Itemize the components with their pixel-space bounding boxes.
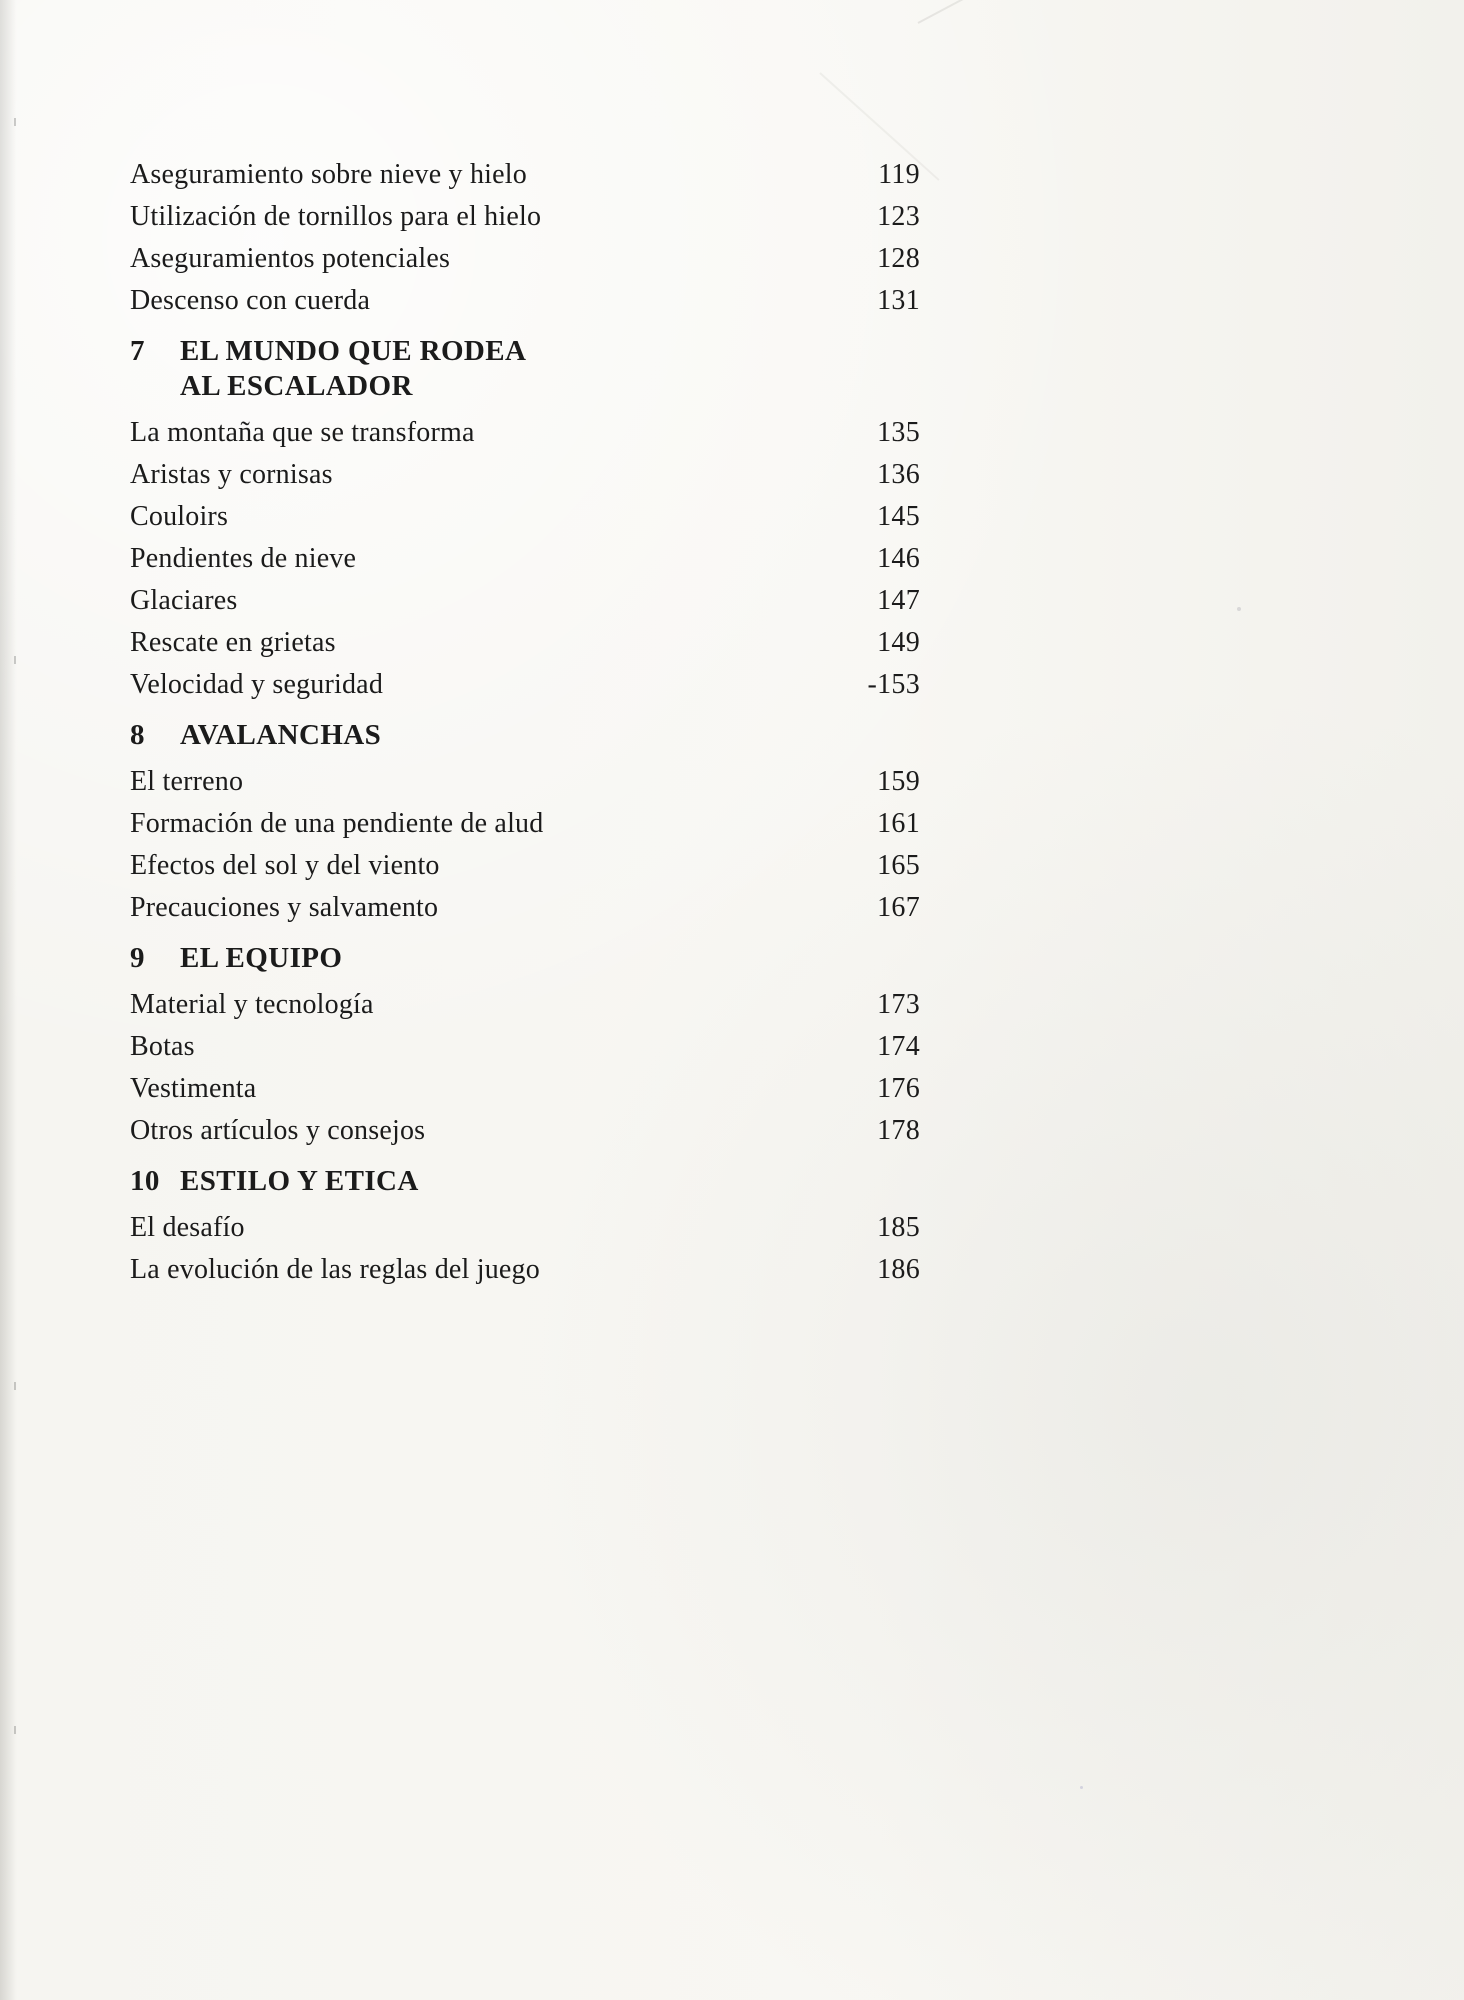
toc-entry — [130, 803, 920, 845]
toc-entry — [130, 538, 920, 580]
toc-entry — [130, 1026, 920, 1068]
toc-chapter-8 — [130, 718, 920, 929]
chapter-number: 7 — [130, 335, 145, 367]
page-edge-mark — [14, 1382, 16, 1390]
toc-entry-label: Aseguramiento sobre nieve y hielo — [130, 159, 527, 190]
toc-entry — [130, 887, 920, 929]
toc-entry-page: 149 — [877, 627, 920, 658]
paper-speck — [1080, 1786, 1083, 1789]
toc-entry — [130, 761, 920, 803]
toc-entry-label: Pendientes de nieve — [130, 543, 357, 574]
toc-entry-page: 178 — [877, 1115, 920, 1146]
page-edge-mark — [14, 118, 16, 126]
toc-entry — [130, 664, 920, 706]
page-edge-mark — [14, 1726, 16, 1734]
toc-entry-label: El desafío — [130, 1212, 245, 1243]
toc-entry-label: El terreno — [130, 766, 244, 797]
toc-entry-page: 135 — [877, 417, 920, 448]
chapter-number: 10 — [130, 1165, 160, 1197]
toc-entry-page: 161 — [877, 808, 920, 839]
toc-entry-label: Material y tecnología — [130, 989, 374, 1020]
toc-chapter-7 — [130, 334, 920, 706]
toc-entry-page: 119 — [878, 159, 920, 190]
page-edge-mark — [14, 656, 16, 664]
toc-entry-page: 145 — [877, 501, 920, 532]
toc-entry-page: 176 — [877, 1073, 920, 1104]
paper-speck — [1237, 607, 1241, 611]
toc-entry — [130, 496, 920, 538]
toc-entry-label: Otros artículos y consejos — [130, 1115, 426, 1146]
chapter-heading — [130, 718, 920, 753]
toc-entry-page: 185 — [877, 1212, 920, 1243]
chapter-title: AVALANCHAS — [180, 719, 382, 751]
toc-entry-label: La montaña que se transforma — [130, 417, 475, 448]
toc-entry-page: 173 — [877, 989, 920, 1020]
toc-entry-label: Formación de una pendiente de alud — [130, 808, 544, 839]
toc-chapter-10 — [130, 1164, 920, 1291]
toc-entry-label: La evolución de las reglas del juego — [130, 1254, 540, 1285]
paper-crease — [918, 0, 1219, 24]
toc-entry-label: Botas — [130, 1031, 195, 1062]
toc-chapter-9 — [130, 941, 920, 1152]
toc-intro-group — [130, 154, 920, 322]
table-of-contents — [130, 154, 920, 1291]
toc-entry-label: Aristas y cornisas — [130, 459, 333, 490]
toc-entry-label: Aseguramientos potenciales — [130, 243, 451, 274]
toc-entry-page: 167 — [877, 892, 920, 923]
toc-entry — [130, 280, 920, 322]
toc-entry-page: -153 — [867, 669, 920, 700]
toc-entry — [130, 412, 920, 454]
toc-entry — [130, 1207, 920, 1249]
toc-entry — [130, 622, 920, 664]
toc-entry — [130, 1068, 920, 1110]
toc-entry-label: Descenso con cuerda — [130, 285, 371, 316]
toc-entry-page: 123 — [877, 201, 920, 232]
toc-entry — [130, 1110, 920, 1152]
toc-entry — [130, 454, 920, 496]
toc-entry-page: 146 — [877, 543, 920, 574]
toc-entry-label: Precauciones y salvamento — [130, 892, 439, 923]
page-edge-shadow — [0, 0, 16, 2000]
toc-entry-page: 165 — [877, 850, 920, 881]
toc-entry-label: Couloirs — [130, 501, 229, 532]
chapter-title: ESTILO Y ETICA — [180, 1165, 419, 1197]
toc-entry-page: 136 — [877, 459, 920, 490]
chapter-heading — [130, 334, 920, 404]
toc-entry-page: 147 — [877, 585, 920, 616]
chapter-heading — [130, 1164, 920, 1199]
chapter-number: 9 — [130, 942, 145, 974]
toc-entry-label: Glaciares — [130, 585, 238, 616]
chapter-heading — [130, 941, 920, 976]
toc-entry-page: 186 — [877, 1254, 920, 1285]
toc-entry-label: Velocidad y seguridad — [130, 669, 384, 700]
toc-entry — [130, 154, 920, 196]
toc-entry-page: 159 — [877, 766, 920, 797]
toc-entry-label: Rescate en grietas — [130, 627, 336, 658]
toc-entry-page: 128 — [877, 243, 920, 274]
toc-entry-label: Utilización de tornillos para el hielo — [130, 201, 542, 232]
chapter-title: EL EQUIPO — [180, 942, 343, 974]
toc-entry — [130, 238, 920, 280]
toc-entry — [130, 1249, 920, 1291]
toc-entry-label: Efectos del sol y del viento — [130, 850, 440, 881]
toc-entry — [130, 845, 920, 887]
chapter-number: 8 — [130, 719, 145, 751]
toc-entry-page: 131 — [877, 285, 920, 316]
toc-entry — [130, 984, 920, 1026]
chapter-title: EL MUNDO QUE RODEA AL ESCALADOR — [180, 335, 527, 402]
toc-entry — [130, 580, 920, 622]
toc-entry — [130, 196, 920, 238]
toc-entry-label: Vestimenta — [130, 1073, 257, 1104]
toc-entry-page: 174 — [877, 1031, 920, 1062]
